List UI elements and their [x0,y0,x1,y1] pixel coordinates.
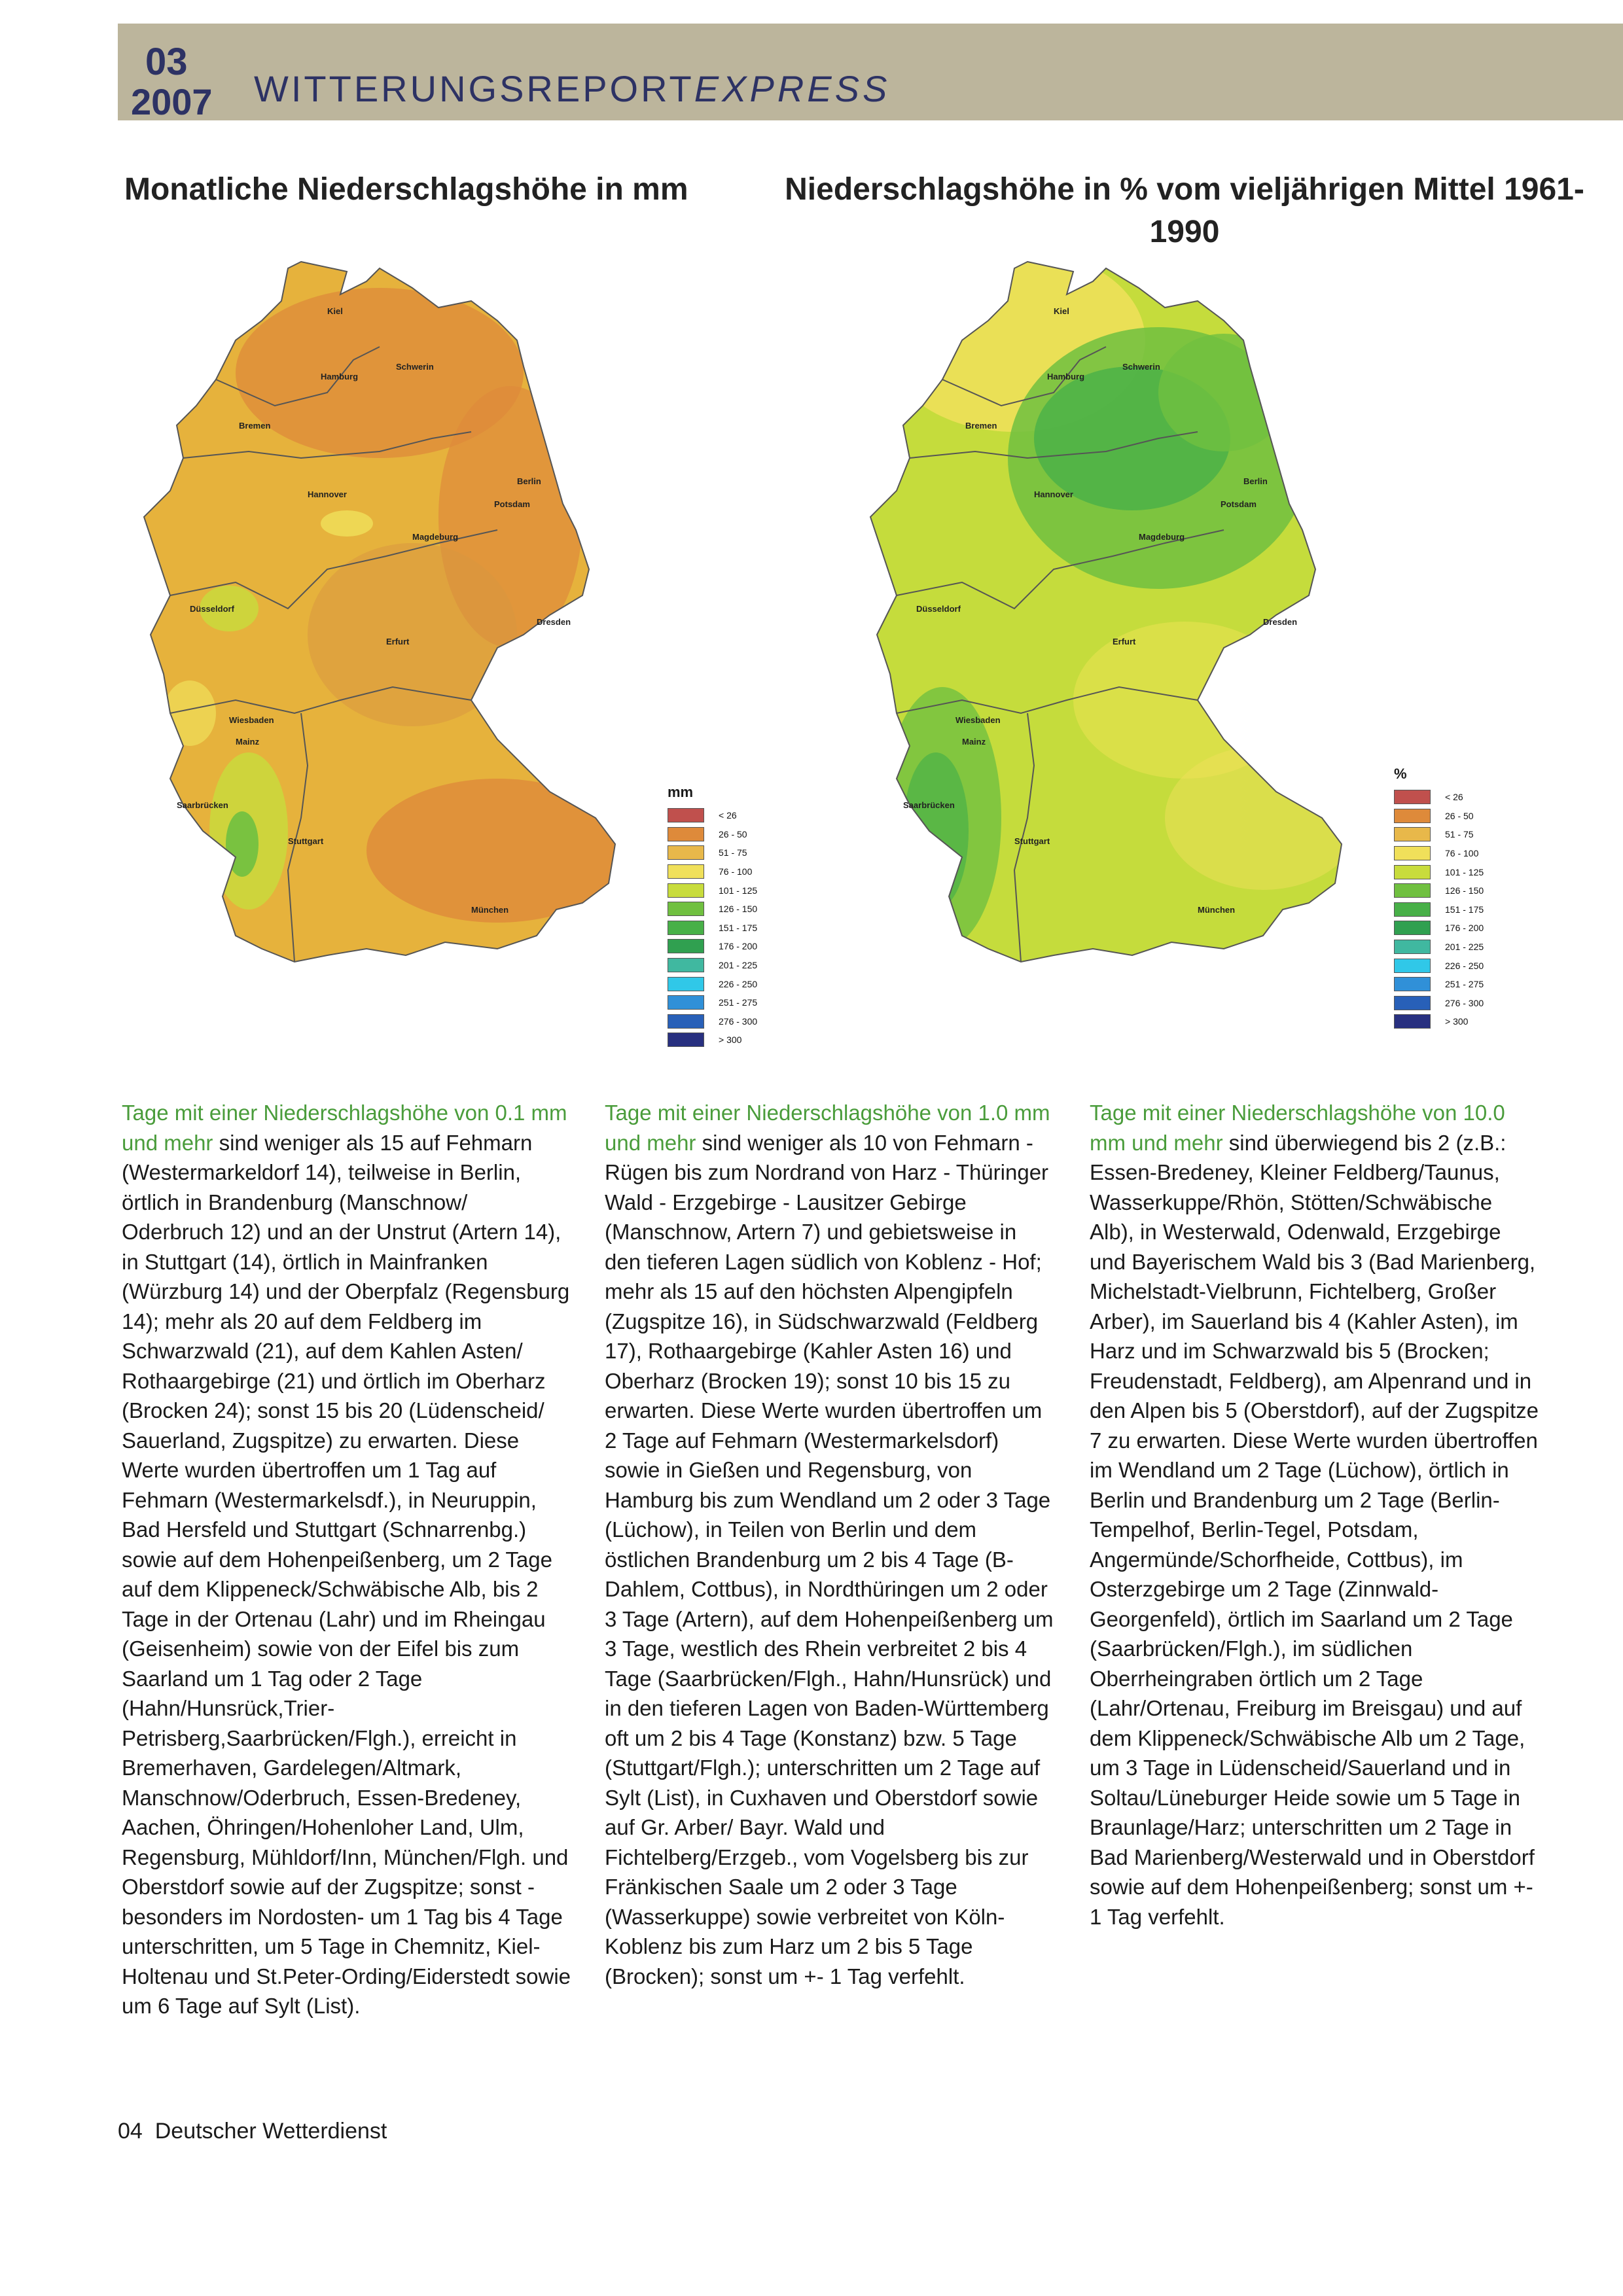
city-label: Potsdam [1221,499,1257,509]
legend-row [1394,881,1484,900]
legend-row [668,1031,757,1050]
legend-row [668,843,757,862]
city-label: Mainz [962,737,986,747]
city-label: Kiel [1054,306,1069,316]
legend-row [1394,844,1484,863]
city-label: Potsdam [494,499,530,509]
legend-label: 26 - 50 [1445,810,1474,821]
legend-swatch [1394,959,1431,973]
page-number: 04 [118,2119,143,2144]
legend-swatch [668,921,704,935]
report-title [254,68,891,109]
legend-label: 201 - 225 [1445,942,1484,953]
publisher: Deutscher Wetterdienst [154,2119,387,2144]
legend-row [668,956,757,975]
legend-swatch [1394,977,1431,991]
city-label: Magdeburg [412,532,459,542]
city-label: Bremen [965,421,997,431]
legend-row [668,825,757,844]
legend-label: 126 - 150 [1445,885,1484,896]
legend-row [668,974,757,993]
city-label: Hamburg [321,372,359,381]
legend-label: 251 - 275 [719,997,758,1008]
legend-label: < 26 [1445,792,1463,803]
legend-row [668,862,757,881]
legend-row [1394,975,1484,994]
legend-label: 76 - 100 [719,866,753,877]
legend-label: 51 - 75 [719,847,747,858]
city-label: Schwerin [396,362,434,372]
city-label: Stuttgart [288,836,324,846]
legend-label: 251 - 275 [1445,979,1484,990]
legend-swatch [668,845,704,860]
legend-swatch [668,902,704,916]
legend-label: > 300 [1445,1016,1469,1027]
legend-row [668,993,757,1012]
legend-label: 226 - 250 [1445,960,1484,971]
legend-swatch [668,1033,704,1047]
city-label: Saarbrücken [903,800,955,810]
city-label: Mainz [236,737,260,747]
city-label: Hannover [1034,489,1073,499]
legend-swatch [1394,883,1431,898]
legend-label: 101 - 125 [1445,866,1484,877]
legend-swatch [1394,827,1431,841]
legend-label: 201 - 225 [719,960,758,971]
legend-row [1394,938,1484,957]
column-lead: Tage mit einer Niederschlagshöhe von 0.1 mm und mehr [122,1101,567,1155]
legend-row [1394,994,1484,1013]
legend-label: 276 - 300 [719,1016,758,1027]
city-label: München [471,905,509,915]
legend-label: 276 - 300 [1445,997,1484,1008]
legend-swatch [1394,809,1431,823]
city-label: Wiesbaden [955,715,1001,725]
legend-row [668,919,757,938]
precipitation-percent-map [857,242,1472,1047]
issue-year: 2007 [131,81,213,122]
legend-row [1394,900,1484,919]
city-label: Düsseldorf [190,604,234,614]
city-label: Berlin [517,476,541,486]
legend-swatch [668,883,704,898]
city-label: Dresden [1263,617,1298,627]
report-title-express: EXPRESS [694,68,891,109]
legend-swatch [1394,902,1431,917]
legend-label: 226 - 250 [719,978,758,989]
text-column-0.1mm [122,1098,573,2021]
city-label: Saarbrücken [177,800,228,810]
text-column-10.0mm [1090,1098,1541,1932]
column-lead: Tage mit einer Niederschlagshöhe von 1.0 mm und mehr [605,1101,1050,1155]
column-text: sind überwiegend bis 2 (z.B.: Essen-Bredeney, Kleiner Feldberg/Taunus, Wasserkuppe/Rhön, Stötten/Schwäbische Alb), in Westerwald, Odenwald, Erzgebirge und Bayerischem Wald bis 3 (Bad Marienberg, Michelstadt-Vielbrunn, Fichtelberg, Großer Arber), im Sauerland bis 4 (Kahler Asten), im Harz und im Schwarzwald bis 5 (Brocken; Freudenstadt, Feldberg), am Alpenrand und in den Alpen bis 5 (Oberstdorf), auf der Zugspitze 7 zu erwarten. Diese Werte wurden übertroffen im Wendland um 2 Tage (Lüchow), örtlich in Berlin und Brandenburg um 2 Tage (Berlin-Tempelhof, Berlin-Tegel, Potsdam, Angermünde/Schorfheide, Cottbus), im Osterzgebirge um 2 Tage (Zinnwald-Georgenfeld), örtlich im Saarland um 2 Tage (Saarbrücken/Flgh.), im südlichen Oberrheingraben örtlich um 2 Tage (Lahr/Ortenau, Freiburg im Breisgau) und auf dem Klippeneck/Schwäbische Alb um 2 Tage, um 3 Tage in Lüdenscheid/Sauerland und in Soltau/Lüneburger Heide sowie um 5 Tage in Braunlage/Harz; unterschritten um 2 Tage in Bad Marienberg/Westerwald und in Oberstdorf sowie auf dem Hohenpeißenberg; sonst um +- 1 Tag verfehlt. [1090,1130,1539,1929]
city-label: Schwerin [1122,362,1160,372]
legend-row [1394,862,1484,881]
legend-swatch [1394,790,1431,804]
city-label: Magdeburg [1139,532,1185,542]
legend-swatch [1394,940,1431,954]
legend-unit: mm [668,784,694,800]
legend-swatch [1394,1014,1431,1029]
legend-row [1394,807,1484,826]
map-title-precip-mm: Monatliche Niederschlagshöhe in mm [124,172,688,207]
page-footer [118,2119,387,2144]
legend-row [1394,919,1484,938]
legend-row [668,806,757,825]
column-text: sind weniger als 15 auf Fehmarn (Westermarkeldorf 14), teilweise in Berlin, örtlich in Brandenburg (Manschnow/ Oderbruch 12) und an der Unstrut (Artern 14), in Stuttgart (14), örtlich in Mainfranken (Würzburg 14) und der Oberpfalz (Regensburg 14); mehr als 20 auf dem Feldberg im Schwarzwald (21), auf dem Kahlen Asten/ Rothaargebirge (21) und örtlich im Oberharz (Brocken 24); sonst 15 bis 20 (Lüdenscheid/ Sauerland, Zugspitze) zu erwarten. Diese Werte wurden übertroffen um 1 Tag auf Fehmarn (Westermarkelsdf.), in Neuruppin, Bad Hersfeld und Stuttgart (Schnarrenbg.) sowie auf dem Hohenpeißenberg, um 2 Tage auf dem Klippeneck/Schwäbische Alb, bis 2 Tage in der Ortenau (Lahr) und im Rheingau (Geisenheim) sowie von der Eifel bis zum Saarland um 1 Tag oder 2 Tage (Hahn/Hunsrück,Trier-Petrisberg,Saarbrücken/Flgh.), erreicht in Bremerhaven, Gardelegen/Altmark, Manschnow/Oderbruch, Essen-Bredeney, Aachen, Öhringen/Hohenloher Land, Ulm, Regensburg, Mühldorf/Inn, München/Flgh. und Oberstdorf sowie auf der Zugspitze; sonst -besonders im Nordosten- um 1 Tag bis 4 Tage unterschritten, um 5 Tage in Chemnitz, Kiel-Holtenau und St.Peter-Ording/Eiderstedt sowie um 6 Tage auf Sylt (List). [122,1130,571,2018]
legend-label: 76 - 100 [1445,848,1479,859]
map-title-precip-percent: Niederschlagshöhe in % vom vieljährigen Mittel 1961-1990 [785,172,1584,249]
legend-row [668,1012,757,1031]
legend-label: 151 - 175 [719,922,758,933]
legend-percent [1394,766,1484,1031]
city-label: Wiesbaden [229,715,274,725]
legend-label: 176 - 200 [1445,923,1484,934]
legend-label: < 26 [719,810,737,821]
legend-swatch [668,827,704,841]
city-label: Erfurt [1113,637,1136,646]
city-label: Kiel [327,306,343,316]
legend-swatch [668,808,704,822]
precipitation-mm-map [131,242,746,1047]
legend-label: 176 - 200 [719,941,758,952]
report-title-main: WITTERUNGSREPORT [254,68,694,109]
text-column-1.0mm [605,1098,1056,1991]
legend-swatch [668,1014,704,1029]
city-label: Berlin [1243,476,1268,486]
legend-label: 151 - 175 [1445,904,1484,915]
legend-swatch [668,864,704,879]
legend-swatch [668,995,704,1010]
legend-label: 51 - 75 [1445,829,1474,840]
city-label: Hannover [308,489,347,499]
legend-swatch [1394,921,1431,935]
legend-row [1394,1012,1484,1031]
city-label: München [1198,905,1236,915]
city-label: Bremen [239,421,271,431]
legend-label: 101 - 125 [719,885,758,896]
legend-label: 26 - 50 [719,828,747,839]
city-label: Dresden [537,617,571,627]
legend-label: > 300 [719,1034,742,1046]
column-lead: Tage mit einer Niederschlagshöhe von 10.0 mm und mehr [1090,1101,1505,1155]
issue-number: 03 [145,41,188,83]
legend-row [668,900,757,919]
legend-unit: % [1394,766,1407,782]
legend-label: 126 - 150 [719,904,758,915]
city-label: Hamburg [1047,372,1085,381]
column-text: sind weniger als 10 von Fehmarn - Rügen bis zum Nordrand von Harz - Thüringer Wald - Erzgebirge - Lausitzer Gebirge (Manschnow, Artern 7) und gebietsweise in den tieferen Lagen südlich von Koblenz - Hof; mehr als 15 auf den höchsten Alpengipfeln (Zugspitze 16), in Südschwarzwald (Feldberg 17), Rothaargebirge (Kahler Asten 16) und Oberharz (Brocken 19); sonst 10 bis 15 zu erwarten. Diese Werte wurden übertroffen um 2 Tage auf Fehmarn (Westermarkelsdorf) sowie in Gießen und Regensburg, von Hamburg bis zum Wendland um 2 oder 3 Tage (Lüchow), in Teilen von Berlin und dem östlichen Brandenburg um 2 bis 4 Tage (B-Dahlem, Cottbus), in Nordthüringen um 2 oder 3 Tage (Artern), auf dem Hohenpeißenberg um 3 Tage, westlich des Rhein verbreitet 2 bis 4 Tage (Saarbrücken/Flgh., Hahn/Hunsrück) und in den tieferen Lagen von Baden-Württemberg oft um 2 bis 4 Tage (Konstanz) bzw. 5 Tage (Stuttgart/Flgh.); unterschritten um 2 Tage auf Sylt (List), in Cuxhaven und Oberstdorf sowie auf Gr. Arber/ Bayr. Wald und Fichtelberg/Erzgeb., vom Vogelsberg bis zur Fränkischen Saale um 2 oder 3 Tage (Wasserkuppe) sowie verbreitet von Köln-Koblenz bis zum Harz um 2 bis 5 Tage (Brocken); sonst um +- 1 Tag verfehlt. [605,1130,1054,1988]
city-label: Düsseldorf [916,604,961,614]
legend-row [1394,788,1484,807]
city-label: Erfurt [386,637,410,646]
legend-row [1394,825,1484,844]
legend-row [668,937,757,956]
legend-mm [668,784,757,1050]
legend-row [668,881,757,900]
legend-swatch [668,958,704,972]
legend-swatch [668,977,704,991]
legend-swatch [1394,846,1431,860]
legend-swatch [668,939,704,953]
city-label: Stuttgart [1014,836,1050,846]
legend-swatch [1394,865,1431,879]
legend-row [1394,956,1484,975]
legend-swatch [1394,996,1431,1010]
